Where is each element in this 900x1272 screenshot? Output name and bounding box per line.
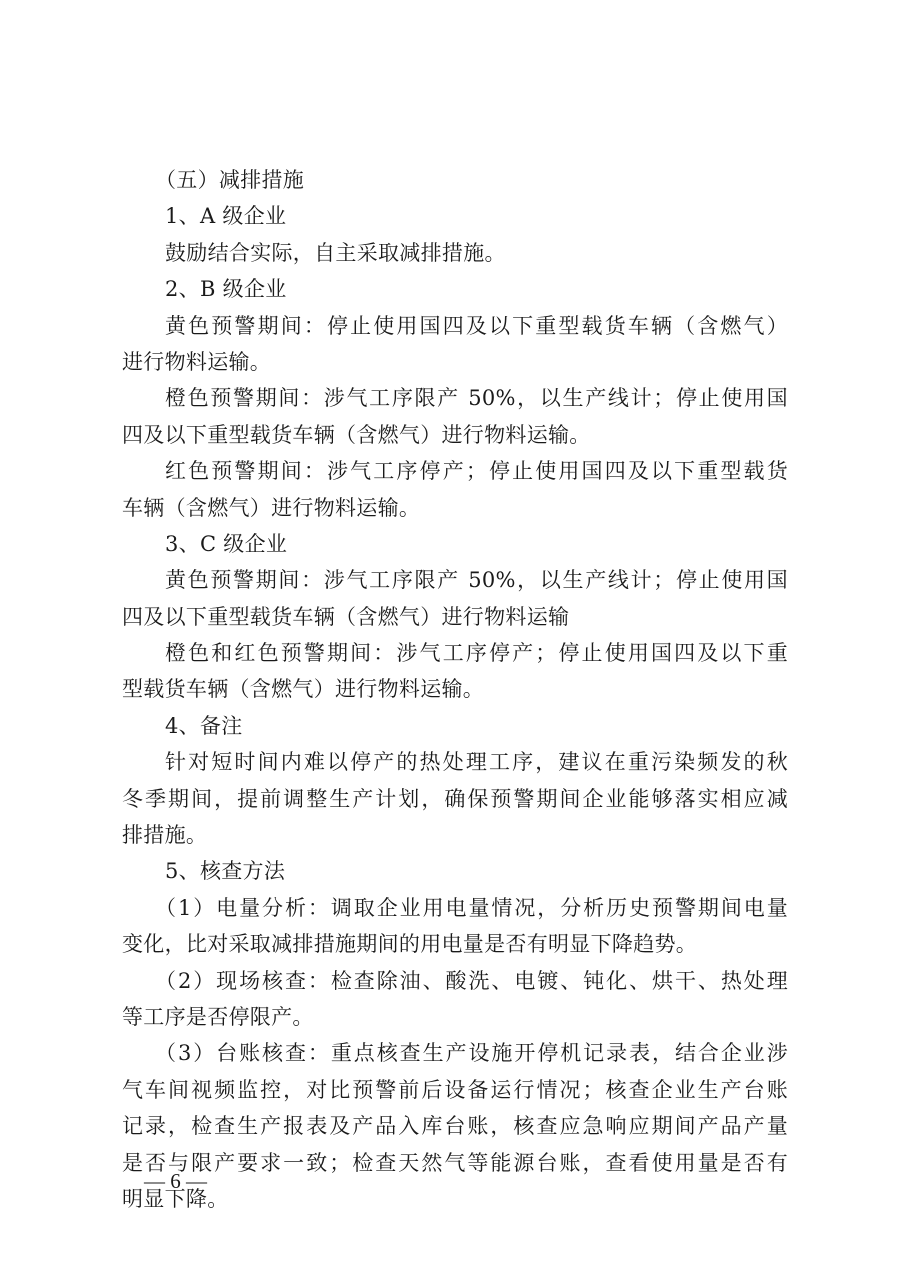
b-level-yellow-line-1: 黄色预警期间：停止使用国四及以下重型载货车辆（含燃气） <box>165 313 788 338</box>
verification-item-2-line-2: 等工序是否停限产。 <box>122 1004 314 1029</box>
c-level-yellow-line-2: 四及以下重型载货车辆（含燃气）进行物料运输 <box>122 604 570 629</box>
section-heading: （五）减排措施 <box>155 168 305 192</box>
verification-item-3-line-1: （3）台账核查：重点核查生产设施开停机记录表，结合企业涉 <box>155 1041 788 1066</box>
page-number: — 6 — <box>144 1169 207 1193</box>
verification-heading: 5、核查方法 <box>165 859 286 884</box>
b-level-orange-line-2: 四及以下重型载货车辆（含燃气）进行物料运输。 <box>122 422 591 447</box>
c-level-yellow-line-1: 黄色预警期间：涉气工序限产 50%，以生产线计；停止使用国 <box>165 568 788 593</box>
b-level-red-line-2: 车辆（含燃气）进行物料运输。 <box>122 495 421 520</box>
verification-item-3-line-5: 明显下降。 <box>122 1186 229 1211</box>
remarks-line-1: 针对短时间内难以停产的热处理工序，建议在重污染频发的秋 <box>165 750 788 775</box>
verification-item-3-line-4: 是否与限产要求一致；检查天然气等能源台账，查看使用量是否有 <box>122 1150 788 1175</box>
a-level-heading: 1、A 级企业 <box>165 204 287 229</box>
remarks-heading: 4、备注 <box>165 713 243 738</box>
b-level-heading: 2、B 级企业 <box>165 277 287 302</box>
document-body <box>122 162 788 1217</box>
remarks-line-3: 排措施。 <box>122 823 208 848</box>
b-level-yellow-line-2: 进行物料运输。 <box>122 349 272 374</box>
a-level-body: 鼓励结合实际，自主采取减排措施。 <box>165 240 506 265</box>
b-level-orange-line-1: 橙色预警期间：涉气工序限产 50%，以生产线计；停止使用国 <box>165 386 788 411</box>
c-level-orange-red-line-2: 型载货车辆（含燃气）进行物料运输。 <box>122 677 485 702</box>
verification-item-3-line-2: 气车间视频监控，对比预警前后设备运行情况；核查企业生产台账 <box>122 1077 788 1102</box>
verification-item-1-line-2: 变化，比对采取减排措施期间的用电量是否有明显下降趋势。 <box>122 932 698 957</box>
b-level-red-line-1: 红色预警期间：涉气工序停产；停止使用国四及以下重型载货 <box>165 459 788 484</box>
c-level-orange-red-line-1: 橙色和红色预警期间：涉气工序停产；停止使用国四及以下重 <box>165 641 788 666</box>
verification-item-3-line-3: 记录，检查生产报表及产品入库台账，核查应急响应期间产品产量 <box>122 1114 788 1139</box>
verification-item-1-line-1: （1）电量分析：调取企业用电量情况，分析历史预警期间电量 <box>155 895 788 920</box>
c-level-heading: 3、C 级企业 <box>165 531 288 556</box>
verification-item-2-line-1: （2）现场核查：检查除油、酸洗、电镀、钝化、烘干、热处理 <box>155 968 788 993</box>
remarks-line-2: 冬季期间，提前调整生产计划，确保预警期间企业能够落实相应减 <box>122 786 788 811</box>
